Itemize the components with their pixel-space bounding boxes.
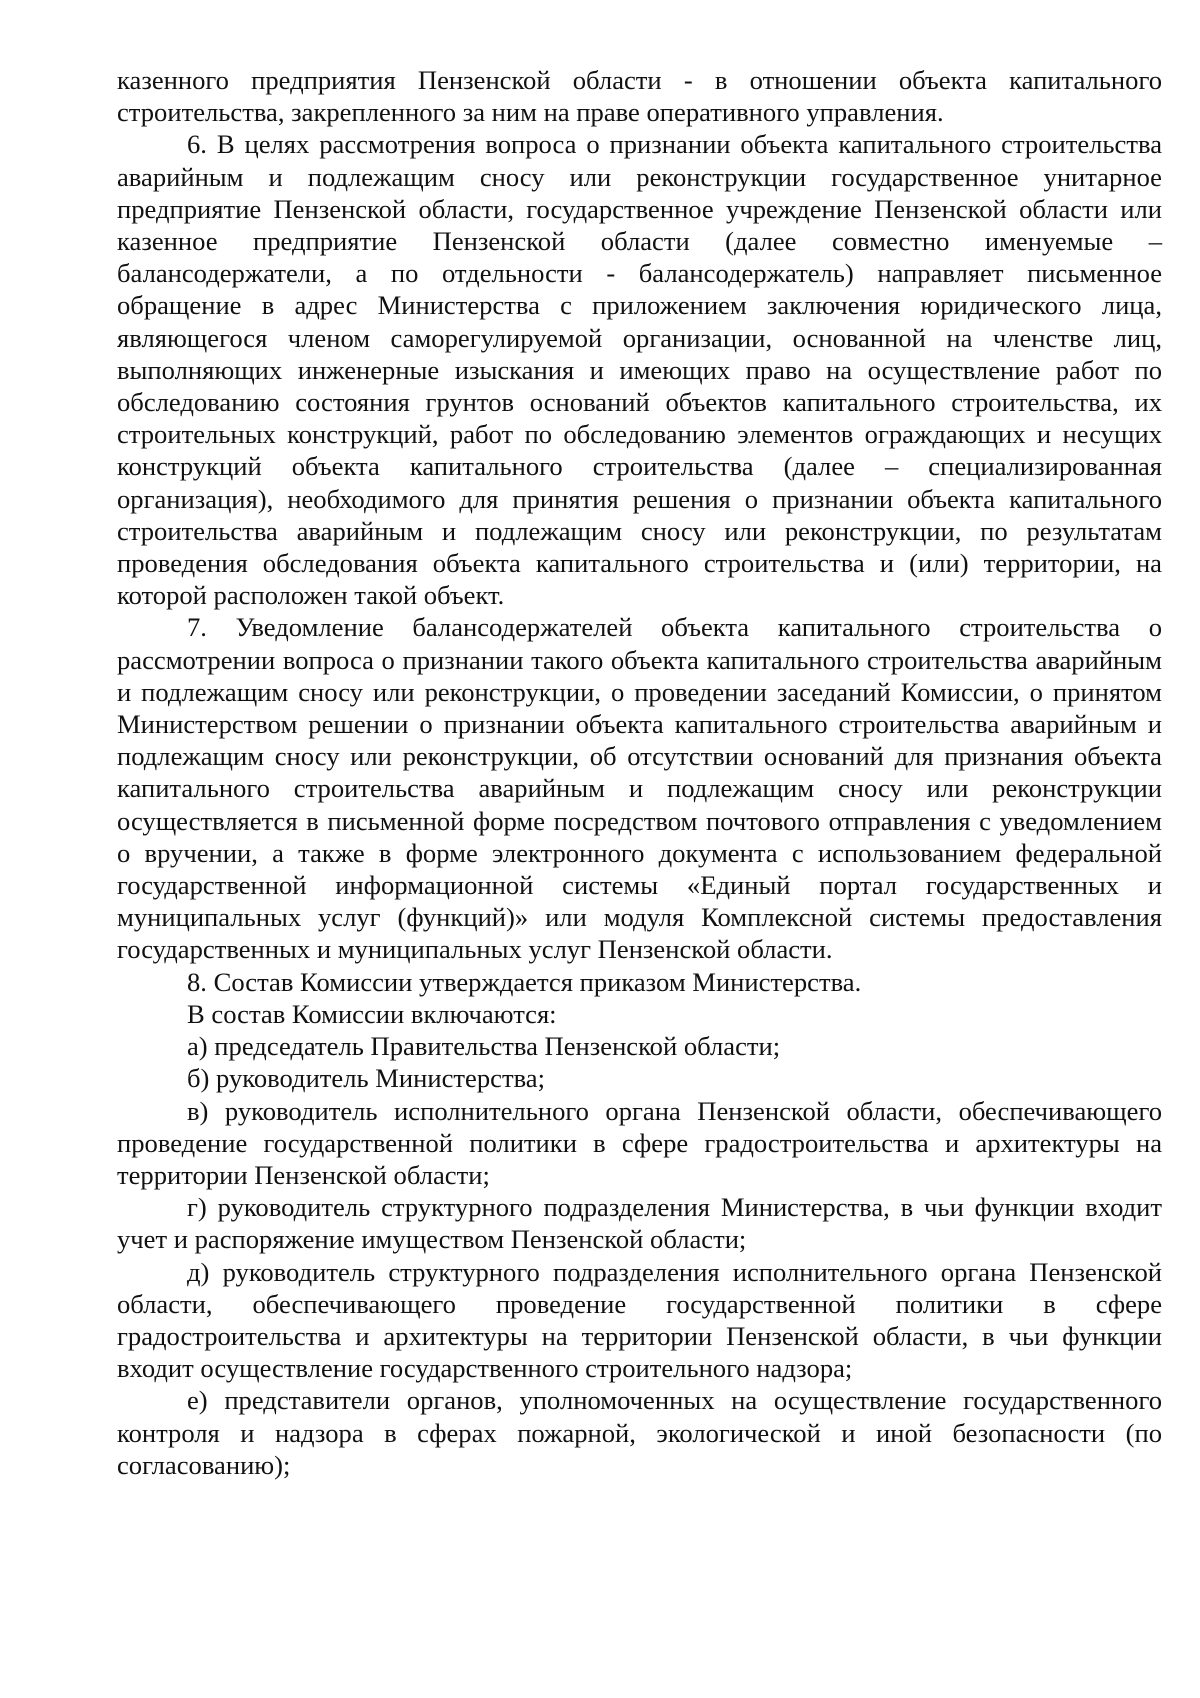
list-item-e: е) представители органов, уполномоченных на осуществление государственного контроля и надзора в сферах пожарной, экологической и иной безопасности (по согласованию); [117, 1385, 1162, 1480]
paragraph-item-8: 8. Состав Комиссии утверждается приказом Министерства. [187, 966, 862, 997]
paragraph-item-7: 7. Уведомление балансодержателей объекта капитального строительства о рассмотрении вопроса о признании такого объекта капитального строительства аварийным и подлежащим сносу или реконструкции, о проведении заседаний Комиссии, о принятом Министерством решении о признании объекта капитального строительства аварийным и подлежащим сносу или реконструкции, об отсутствии оснований для признания объекта капитального строительства аварийным и подлежащим сносу или реконструкции осуществляется в письменной форме посредством почтового отправления с уведомлением о вручении, а также в форме электронного документа с использованием федеральной государственной информационной системы «Единый портал государственных и муниципальных услуг (функций)» или модуля Комплексной системы предоставления государственных и муниципальных услуг Пензенской области. [117, 612, 1162, 965]
list-item-a: а) председатель Правительства Пензенской области; [187, 1031, 781, 1062]
list-item-d: д) руководитель структурного подразделения исполнительного органа Пензенской области, обеспечивающего проведение государственной политики в сфере градостроительства и архитектуры на территории Пензенской области, в чьи функции входит осуществление государственного строительного надзора; [117, 1256, 1162, 1384]
paragraph-continuation: казенного предприятия Пензенской области - в отношении объекта капитального строительства, закрепленного за ним на праве оперативного управления. [117, 65, 1162, 128]
paragraph-item-6: 6. В целях рассмотрения вопроса о признании объекта капитального строительства аварийным и подлежащим сносу или реконструкции государственное унитарное предприятие Пензенской области, государственное учреждение Пензенской области или казенное предприятие Пензенской области (далее совместно именуемые – балансодержатели, а по отдельности - балансодержатель) направляет письменное обращение в адрес Министерства с приложением заключения юридического лица, являющегося членом саморегулируемой организации, основанной на членстве лиц, выполняющих инженерные изыскания и имеющих право на осуществление работ по обследованию состояния грунтов оснований объектов капитального строительства, их строительных конструкций, работ по обследованию элементов ограждающих и несущих конструкций объекта капитального строительства (далее – специализированная организация), необходимого для принятия решения о признании объекта капитального строительства аварийным и подлежащим сносу или реконструкции, по результатам проведения обследования объекта капитального строительства и (или) территории, на которой расположен такой объект. [117, 129, 1162, 611]
list-item-v: в) руководитель исполнительного органа Пензенской области, обеспечивающего проведение государственной политики в сфере градостроительства и архитектуры на территории Пензенской области; [117, 1095, 1162, 1190]
document-page [117, 64, 1162, 1481]
list-item-g: г) руководитель структурного подразделения Министерства, в чьи функции входит учет и распоряжение имуществом Пензенской области; [117, 1192, 1162, 1255]
list-item-b: б) руководитель Министерства; [187, 1063, 545, 1094]
paragraph-commission-intro: В состав Комиссии включаются: [187, 998, 557, 1029]
